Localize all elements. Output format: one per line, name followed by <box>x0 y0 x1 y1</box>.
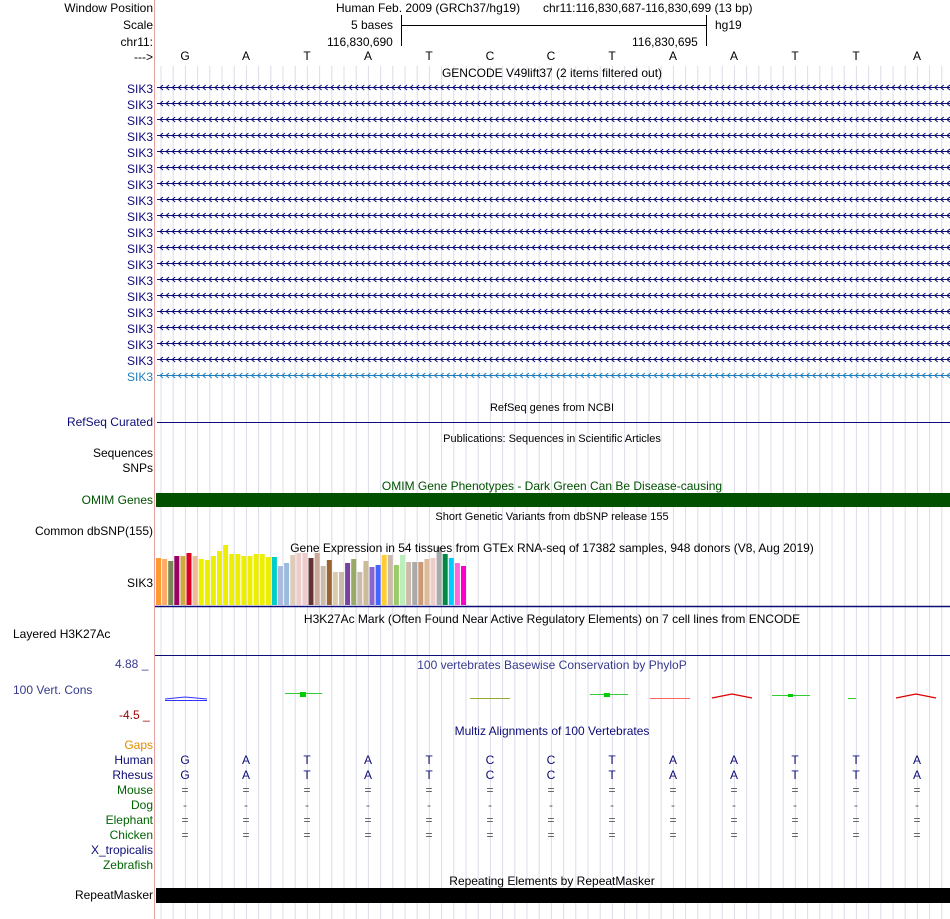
gene-label-sik3[interactable]: SIK3 <box>126 129 153 144</box>
gtex-bar <box>443 554 448 605</box>
db-label: hg19 <box>715 18 742 32</box>
gtex-bar <box>229 554 234 605</box>
gene-label-sik3[interactable]: SIK3 <box>126 193 153 208</box>
gene-label-sik3[interactable]: SIK3 <box>126 257 153 272</box>
gene-label-sik3[interactable]: SIK3 <box>126 337 153 352</box>
gtex-bar <box>333 572 338 605</box>
alignment-base: = <box>730 813 738 827</box>
species-label-dog[interactable]: Dog <box>130 798 153 812</box>
alignment-base: T <box>608 753 616 767</box>
base-letter: T <box>425 49 433 63</box>
gtex-bar <box>254 554 259 605</box>
gtex-bar <box>424 559 429 605</box>
alignment-base: T <box>303 768 311 782</box>
base-letter: T <box>608 49 616 63</box>
gtex-bar <box>370 567 375 605</box>
alignment-base: C <box>546 753 556 767</box>
gtex-bar <box>156 558 161 605</box>
alignment-base: - <box>488 798 492 812</box>
alignment-base: - <box>610 798 614 812</box>
alignment-base: C <box>485 753 495 767</box>
gene-label-sik3[interactable]: SIK3 <box>126 81 153 96</box>
alignment-base: - <box>732 798 736 812</box>
repeatmasker-track-title: Repeating Elements by RepeatMasker <box>449 874 655 888</box>
tick-label-left: 116,830,690 <box>327 35 393 49</box>
pubs-snps-label[interactable]: SNPs <box>122 461 153 475</box>
alignment-base: = <box>486 813 494 827</box>
multiz-track-title: Multiz Alignments of 100 Vertebrates <box>454 724 650 738</box>
base-letter: T <box>791 49 799 63</box>
alignment-base: = <box>791 783 799 797</box>
alignment-base: = <box>791 828 799 842</box>
gtex-bar <box>388 555 393 605</box>
gene-label-sik3[interactable]: SIK3 <box>126 161 153 176</box>
gtex-bar <box>241 556 246 605</box>
gene-label-sik3[interactable]: SIK3 <box>126 113 153 128</box>
omim-track-label[interactable]: OMIM Genes <box>81 493 153 507</box>
gtex-bar <box>339 572 344 605</box>
gtex-bar <box>351 559 356 605</box>
gtex-bar <box>327 560 332 605</box>
gtex-bar <box>168 561 173 605</box>
alignment-base: = <box>669 813 677 827</box>
gene-label-sik3[interactable]: SIK3 <box>126 305 153 320</box>
gene-label-sik3[interactable]: SIK3 <box>126 273 153 288</box>
gencode-track-title: GENCODE V49lift37 (2 items filtered out) <box>441 66 663 80</box>
alignment-base: - <box>427 798 431 812</box>
alignment-base: - <box>305 798 309 812</box>
gtex-bar <box>205 560 210 605</box>
alignment-base: = <box>547 813 555 827</box>
gene-label-sik3[interactable]: SIK3 <box>126 145 153 160</box>
alignment-base: = <box>425 783 433 797</box>
alignment-base: = <box>425 828 433 842</box>
alignment-base: = <box>364 783 372 797</box>
gtex-bar <box>400 555 405 605</box>
base-letter: C <box>546 49 556 63</box>
base-letter: T <box>852 49 860 63</box>
alignment-base: = <box>913 783 921 797</box>
h3k27ac-track-title: H3K27Ac Mark (Often Found Near Active Regulatory Elements) on 7 cell lines from ENCODE <box>303 612 801 626</box>
cons-track-title: 100 vertebrates Basewise Conservation by PhyloP <box>417 658 687 672</box>
gene-label-sik3[interactable]: SIK3 <box>126 369 153 384</box>
gtex-bar <box>284 563 289 605</box>
species-label-zebrafish[interactable]: Zebrafish <box>102 858 153 872</box>
gtex-bar <box>431 558 436 605</box>
alignment-base: = <box>852 783 860 797</box>
alignment-base: = <box>181 783 189 797</box>
alignment-base: = <box>730 828 738 842</box>
alignment-base: = <box>608 783 616 797</box>
cons-peak <box>788 694 793 697</box>
gtex-bar <box>199 559 204 605</box>
gtex-bar <box>394 565 399 605</box>
alignment-base: T <box>608 768 616 782</box>
gtex-bar <box>418 562 423 605</box>
pubs-sequences-label[interactable]: Sequences <box>92 446 153 460</box>
alignment-base: = <box>303 783 311 797</box>
gtex-bar <box>223 545 228 605</box>
alignment-base: C <box>546 768 556 782</box>
alignment-base: A <box>241 753 250 767</box>
gtex-bar <box>174 556 179 605</box>
alignment-base: G <box>180 768 190 782</box>
alignment-base: = <box>913 813 921 827</box>
alignment-base: A <box>912 768 921 782</box>
gtex-bar <box>272 557 277 605</box>
alignment-base: = <box>364 813 372 827</box>
alignment-base: = <box>425 813 433 827</box>
gtex-bar <box>321 566 326 605</box>
species-label-elephant[interactable]: Elephant <box>105 813 153 827</box>
alignment-base: A <box>668 768 677 782</box>
dbsnp-track-label[interactable]: Common dbSNP(155) <box>34 524 153 538</box>
gene-label-sik3[interactable]: SIK3 <box>126 209 153 224</box>
cons-track-label[interactable]: 100 Vert. Cons <box>13 683 93 697</box>
gene-label-sik3[interactable]: SIK3 <box>126 289 153 304</box>
alignment-base: = <box>852 828 860 842</box>
alignment-base: A <box>729 768 738 782</box>
base-letter: A <box>912 49 921 63</box>
alignment-base: C <box>485 768 495 782</box>
alignment-base: A <box>241 768 250 782</box>
alignment-base: - <box>183 798 187 812</box>
pubs-track-title: Publications: Sequences in Scientific Articles <box>443 433 661 445</box>
alignment-base: T <box>852 768 860 782</box>
gtex-bar <box>455 563 460 605</box>
gtex-bar <box>363 561 368 605</box>
gene-label-sik3[interactable]: SIK3 <box>126 353 153 368</box>
gtex-bar <box>248 556 253 605</box>
alignment-base: A <box>912 753 921 767</box>
omim-bar <box>156 493 950 507</box>
gtex-bar <box>437 547 442 605</box>
alignment-base: A <box>729 753 738 767</box>
alignment-base: = <box>486 783 494 797</box>
gene-label-sik3[interactable]: SIK3 <box>126 241 153 256</box>
gtex-bar <box>266 557 271 605</box>
dbsnp-track-title: Short Genetic Variants from dbSNP release 155 <box>435 511 669 523</box>
alignment-base: - <box>671 798 675 812</box>
cons-max-label: 4.88 _ <box>115 657 149 671</box>
alignment-base: = <box>669 828 677 842</box>
alignment-base: - <box>549 798 553 812</box>
alignment-base: = <box>181 828 189 842</box>
species-label-x_tropicalis[interactable]: X_tropicalis <box>90 843 153 857</box>
alignment-base: - <box>366 798 370 812</box>
refseq-track-title: RefSeq genes from NCBI <box>489 402 615 414</box>
cons-peak <box>300 692 306 697</box>
alignment-base: = <box>303 828 311 842</box>
alignment-base: = <box>669 783 677 797</box>
alignment-base: = <box>181 813 189 827</box>
gtex-bar <box>382 555 387 605</box>
assembly-title: Human Feb. 2009 (GRCh37/hg19) <box>336 1 521 15</box>
alignment-base: T <box>852 753 860 767</box>
alignment-base: T <box>425 753 433 767</box>
gtex-gene-label[interactable]: SIK3 <box>126 576 153 590</box>
alignment-base: A <box>363 753 372 767</box>
gtex-bar <box>406 562 411 605</box>
species-label-mouse[interactable]: Mouse <box>116 783 153 797</box>
omim-track-title: OMIM Gene Phenotypes - Dark Green Can Be Disease-causing <box>381 479 723 493</box>
alignment-base: = <box>242 828 250 842</box>
gtex-bar <box>302 553 307 605</box>
h3k27ac-track-label[interactable]: Layered H3K27Ac <box>13 627 111 641</box>
alignment-base: = <box>242 783 250 797</box>
alignment-base: T <box>791 753 799 767</box>
cons-wiggle <box>712 694 752 698</box>
gtex-bar <box>278 566 283 605</box>
alignment-base: = <box>852 813 860 827</box>
window-position-label: Window Position <box>64 1 153 15</box>
alignment-base: = <box>547 828 555 842</box>
gene-label-sik3[interactable]: SIK3 <box>126 321 153 336</box>
species-label-human[interactable]: Human <box>114 753 153 767</box>
gaps-label: Gaps <box>124 738 153 752</box>
alignment-base: - <box>793 798 797 812</box>
alignment-base: A <box>668 753 677 767</box>
alignment-base: = <box>730 783 738 797</box>
base-letter: T <box>303 49 311 63</box>
gtex-bar <box>412 562 417 605</box>
repeatmasker-track-label[interactable]: RepeatMasker <box>74 888 153 902</box>
cons-wiggle <box>165 697 207 699</box>
gtex-bar <box>309 558 314 605</box>
alignment-base: = <box>608 813 616 827</box>
base-letter: A <box>729 49 738 63</box>
alignment-base: = <box>608 828 616 842</box>
position-readout: chr11:116,830,687-116,830,699 (13 bp) <box>543 1 753 15</box>
gtex-bar <box>315 553 320 605</box>
gtex-track-title: Gene Expression in 54 tissues from GTEx RNA-seq of 17382 samples, 948 donors (V8, Aug 2019) <box>290 541 814 555</box>
alignment-base: - <box>854 798 858 812</box>
cons-peak <box>604 693 610 697</box>
scale-label: Scale <box>122 18 153 32</box>
species-label-chicken[interactable]: Chicken <box>109 828 153 842</box>
alignment-base: = <box>547 783 555 797</box>
gene-label-sik3[interactable]: SIK3 <box>126 177 153 192</box>
base-letter: C <box>485 49 495 63</box>
gtex-bar <box>180 556 185 605</box>
gtex-bar <box>345 563 350 605</box>
alignment-base: = <box>303 813 311 827</box>
gtex-bar <box>357 572 362 605</box>
alignment-base: = <box>913 828 921 842</box>
gene-label-sik3[interactable]: SIK3 <box>126 97 153 112</box>
alignment-base: = <box>791 813 799 827</box>
base-letter: A <box>668 49 677 63</box>
chr-label: chr11: <box>120 35 153 49</box>
tick-label-right: 116,830,695 <box>632 35 698 49</box>
gtex-bar <box>235 554 240 605</box>
alignment-base: - <box>244 798 248 812</box>
gtex-bar <box>211 556 216 605</box>
cons-min-label: -4.5 _ <box>119 708 150 722</box>
gtex-bar <box>260 554 265 605</box>
scale-text: 5 bases <box>351 18 394 32</box>
alignment-base: = <box>486 828 494 842</box>
gtex-bar <box>376 565 381 605</box>
alignment-base: T <box>425 768 433 782</box>
alignment-base: T <box>791 768 799 782</box>
alignment-base: T <box>303 753 311 767</box>
gtex-bar <box>461 566 466 605</box>
gtex-bar <box>217 551 222 605</box>
base-letter: A <box>363 49 372 63</box>
gtex-bar <box>449 558 454 605</box>
gene-label-sik3[interactable]: SIK3 <box>126 225 153 240</box>
alignment-base: = <box>242 813 250 827</box>
alignment-base: G <box>180 753 190 767</box>
alignment-base: = <box>364 828 372 842</box>
repeatmasker-bar <box>156 888 950 903</box>
base-letter: A <box>241 49 250 63</box>
gtex-bar <box>296 553 301 605</box>
gtex-bar <box>187 553 192 605</box>
species-label-rhesus[interactable]: Rhesus <box>112 768 153 782</box>
alignment-base: A <box>363 768 372 782</box>
alignment-base: - <box>915 798 919 812</box>
gtex-bar <box>193 556 198 605</box>
gtex-bar <box>290 555 295 605</box>
refseq-track-label[interactable]: RefSeq Curated <box>66 415 153 429</box>
strand-arrow-label: ---> <box>134 50 153 64</box>
gtex-bar <box>162 559 167 605</box>
base-letter: G <box>180 49 190 63</box>
